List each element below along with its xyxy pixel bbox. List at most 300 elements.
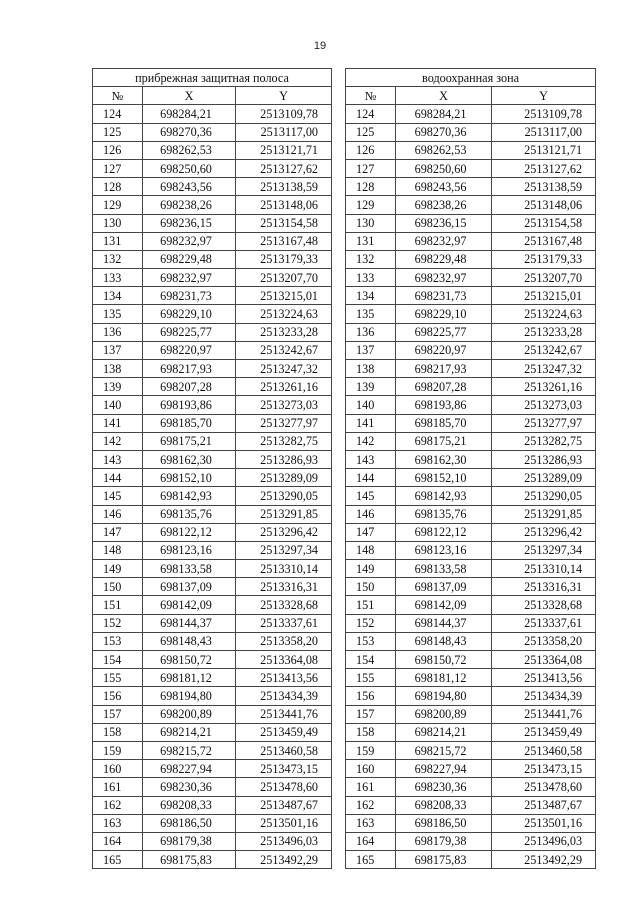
left-y-coordinate-cell: 2513127,62 — [236, 159, 332, 177]
column-header-y: Y — [492, 87, 596, 105]
right-point-number-cell: 161 — [346, 778, 396, 796]
left-x-coordinate-cell: 698230,36 — [143, 778, 236, 796]
column-header-number: № — [93, 87, 143, 105]
left-point-number-cell: 147 — [93, 523, 143, 541]
right-point-number-cell: 149 — [346, 560, 396, 578]
right-y-coordinate-cell: 2513296,42 — [492, 523, 596, 541]
table-row — [93, 814, 596, 832]
table-divider — [332, 141, 346, 159]
right-y-coordinate-cell: 2513337,61 — [492, 614, 596, 632]
right-x-coordinate-cell: 698179,38 — [396, 832, 492, 850]
left-y-coordinate-cell: 2513364,08 — [236, 651, 332, 669]
right-point-number-cell: 164 — [346, 832, 396, 850]
table-divider — [332, 178, 346, 196]
right-point-number-cell: 153 — [346, 632, 396, 650]
section-header-row — [93, 69, 596, 87]
table-row — [93, 505, 596, 523]
table-divider — [332, 269, 346, 287]
right-y-coordinate-cell: 2513261,16 — [492, 378, 596, 396]
left-point-number-cell: 156 — [93, 687, 143, 705]
left-point-number-cell: 149 — [93, 560, 143, 578]
right-y-coordinate-cell: 2513297,34 — [492, 541, 596, 559]
right-y-coordinate-cell: 2513282,75 — [492, 432, 596, 450]
left-y-coordinate-cell: 2513337,61 — [236, 614, 332, 632]
right-point-number-cell: 159 — [346, 741, 396, 759]
left-y-coordinate-cell: 2513215,01 — [236, 287, 332, 305]
left-point-number-cell: 151 — [93, 596, 143, 614]
table-row — [93, 614, 596, 632]
table-row — [93, 141, 596, 159]
table-divider — [332, 287, 346, 305]
table-divider — [332, 414, 346, 432]
table-row — [93, 669, 596, 687]
left-x-coordinate-cell: 698208,33 — [143, 796, 236, 814]
table-row — [93, 760, 596, 778]
right-point-number-cell: 137 — [346, 341, 396, 359]
left-y-coordinate-cell: 2513286,93 — [236, 450, 332, 468]
table-divider — [332, 250, 346, 268]
right-x-coordinate-cell: 698214,21 — [396, 723, 492, 741]
left-x-coordinate-cell: 698137,09 — [143, 578, 236, 596]
right-point-number-cell: 147 — [346, 523, 396, 541]
table-row — [93, 196, 596, 214]
right-y-coordinate-cell: 2513358,20 — [492, 632, 596, 650]
left-x-coordinate-cell: 698284,21 — [143, 105, 236, 123]
right-x-coordinate-cell: 698137,09 — [396, 578, 492, 596]
table-row — [93, 705, 596, 723]
left-y-coordinate-cell: 2513316,31 — [236, 578, 332, 596]
table-divider — [332, 596, 346, 614]
left-x-coordinate-cell: 698200,89 — [143, 705, 236, 723]
left-x-coordinate-cell: 698217,93 — [143, 360, 236, 378]
table-row — [93, 778, 596, 796]
left-y-coordinate-cell: 2513261,16 — [236, 378, 332, 396]
table-divider — [332, 614, 346, 632]
left-point-number-cell: 126 — [93, 141, 143, 159]
table-row — [93, 378, 596, 396]
table-divider — [332, 341, 346, 359]
right-x-coordinate-cell: 698225,77 — [396, 323, 492, 341]
right-y-coordinate-cell: 2513148,06 — [492, 196, 596, 214]
left-y-coordinate-cell: 2513296,42 — [236, 523, 332, 541]
left-x-coordinate-cell: 698181,12 — [143, 669, 236, 687]
left-x-coordinate-cell: 698227,94 — [143, 760, 236, 778]
right-y-coordinate-cell: 2513154,58 — [492, 214, 596, 232]
right-point-number-cell: 128 — [346, 178, 396, 196]
table-row — [93, 287, 596, 305]
left-point-number-cell: 128 — [93, 178, 143, 196]
right-point-number-cell: 155 — [346, 669, 396, 687]
right-y-coordinate-cell: 2513247,32 — [492, 360, 596, 378]
left-point-number-cell: 159 — [93, 741, 143, 759]
right-point-number-cell: 134 — [346, 287, 396, 305]
left-x-coordinate-cell: 698142,09 — [143, 596, 236, 614]
table-divider — [332, 196, 346, 214]
table-row — [93, 123, 596, 141]
right-y-coordinate-cell: 2513233,28 — [492, 323, 596, 341]
right-x-coordinate-cell: 698236,15 — [396, 214, 492, 232]
left-point-number-cell: 135 — [93, 305, 143, 323]
right-point-number-cell: 144 — [346, 469, 396, 487]
right-point-number-cell: 160 — [346, 760, 396, 778]
left-point-number-cell: 146 — [93, 505, 143, 523]
left-point-number-cell: 150 — [93, 578, 143, 596]
left-y-coordinate-cell: 2513233,28 — [236, 323, 332, 341]
table-row — [93, 105, 596, 123]
left-y-coordinate-cell: 2513492,29 — [236, 851, 332, 869]
left-point-number-cell: 142 — [93, 432, 143, 450]
table-row — [93, 651, 596, 669]
left-y-coordinate-cell: 2513460,58 — [236, 741, 332, 759]
table-row — [93, 414, 596, 432]
right-point-number-cell: 136 — [346, 323, 396, 341]
left-x-coordinate-cell: 698152,10 — [143, 469, 236, 487]
table-row — [93, 341, 596, 359]
table-row — [93, 305, 596, 323]
right-y-coordinate-cell: 2513413,56 — [492, 669, 596, 687]
table-row — [93, 487, 596, 505]
right-point-number-cell: 143 — [346, 450, 396, 468]
left-point-number-cell: 134 — [93, 287, 143, 305]
left-y-coordinate-cell: 2513138,59 — [236, 178, 332, 196]
column-header-x: X — [143, 87, 236, 105]
right-x-coordinate-cell: 698175,21 — [396, 432, 492, 450]
table-row — [93, 741, 596, 759]
left-x-coordinate-cell: 698123,16 — [143, 541, 236, 559]
left-x-coordinate-cell: 698175,21 — [143, 432, 236, 450]
left-y-coordinate-cell: 2513478,60 — [236, 778, 332, 796]
left-section-title: прибрежная защитная полоса — [93, 69, 332, 87]
right-x-coordinate-cell: 698217,93 — [396, 360, 492, 378]
left-x-coordinate-cell: 698148,43 — [143, 632, 236, 650]
left-point-number-cell: 140 — [93, 396, 143, 414]
left-x-coordinate-cell: 698207,28 — [143, 378, 236, 396]
left-x-coordinate-cell: 698229,48 — [143, 250, 236, 268]
right-x-coordinate-cell: 698162,30 — [396, 450, 492, 468]
table-divider — [332, 778, 346, 796]
table-divider — [332, 578, 346, 596]
right-x-coordinate-cell: 698133,58 — [396, 560, 492, 578]
left-point-number-cell: 131 — [93, 232, 143, 250]
left-y-coordinate-cell: 2513297,34 — [236, 541, 332, 559]
column-header-y: Y — [236, 87, 332, 105]
left-point-number-cell: 124 — [93, 105, 143, 123]
right-point-number-cell: 162 — [346, 796, 396, 814]
left-point-number-cell: 139 — [93, 378, 143, 396]
right-point-number-cell: 140 — [346, 396, 396, 414]
right-y-coordinate-cell: 2513478,60 — [492, 778, 596, 796]
left-x-coordinate-cell: 698232,97 — [143, 232, 236, 250]
table-row — [93, 450, 596, 468]
left-point-number-cell: 148 — [93, 541, 143, 559]
left-y-coordinate-cell: 2513179,33 — [236, 250, 332, 268]
left-x-coordinate-cell: 698133,58 — [143, 560, 236, 578]
left-point-number-cell: 165 — [93, 851, 143, 869]
table-row — [93, 832, 596, 850]
left-y-coordinate-cell: 2513117,00 — [236, 123, 332, 141]
table-row — [93, 578, 596, 596]
left-x-coordinate-cell: 698142,93 — [143, 487, 236, 505]
left-x-coordinate-cell: 698162,30 — [143, 450, 236, 468]
right-x-coordinate-cell: 698262,53 — [396, 141, 492, 159]
table-row — [93, 796, 596, 814]
right-x-coordinate-cell: 698144,37 — [396, 614, 492, 632]
right-point-number-cell: 156 — [346, 687, 396, 705]
right-x-coordinate-cell: 698142,93 — [396, 487, 492, 505]
right-x-coordinate-cell: 698284,21 — [396, 105, 492, 123]
right-y-coordinate-cell: 2513273,03 — [492, 396, 596, 414]
right-point-number-cell: 157 — [346, 705, 396, 723]
right-x-coordinate-cell: 698200,89 — [396, 705, 492, 723]
table-divider — [332, 523, 346, 541]
left-point-number-cell: 154 — [93, 651, 143, 669]
right-point-number-cell: 130 — [346, 214, 396, 232]
right-y-coordinate-cell: 2513138,59 — [492, 178, 596, 196]
left-point-number-cell: 158 — [93, 723, 143, 741]
right-y-coordinate-cell: 2513460,58 — [492, 741, 596, 759]
right-y-coordinate-cell: 2513291,85 — [492, 505, 596, 523]
right-point-number-cell: 135 — [346, 305, 396, 323]
left-y-coordinate-cell: 2513167,48 — [236, 232, 332, 250]
right-point-number-cell: 124 — [346, 105, 396, 123]
left-y-coordinate-cell: 2513290,05 — [236, 487, 332, 505]
left-point-number-cell: 145 — [93, 487, 143, 505]
left-y-coordinate-cell: 2513496,03 — [236, 832, 332, 850]
table-divider — [332, 651, 346, 669]
right-x-coordinate-cell: 698270,36 — [396, 123, 492, 141]
right-point-number-cell: 148 — [346, 541, 396, 559]
left-x-coordinate-cell: 698194,80 — [143, 687, 236, 705]
right-point-number-cell: 139 — [346, 378, 396, 396]
table-divider — [332, 432, 346, 450]
right-point-number-cell: 163 — [346, 814, 396, 832]
right-point-number-cell: 154 — [346, 651, 396, 669]
table-divider — [332, 214, 346, 232]
table-divider — [332, 541, 346, 559]
left-x-coordinate-cell: 698236,15 — [143, 214, 236, 232]
table-divider — [332, 796, 346, 814]
left-point-number-cell: 153 — [93, 632, 143, 650]
page-number: 19 — [313, 40, 327, 52]
left-point-number-cell: 152 — [93, 614, 143, 632]
left-y-coordinate-cell: 2513413,56 — [236, 669, 332, 687]
left-point-number-cell: 138 — [93, 360, 143, 378]
right-y-coordinate-cell: 2513459,49 — [492, 723, 596, 741]
left-x-coordinate-cell: 698238,26 — [143, 196, 236, 214]
right-y-coordinate-cell: 2513277,97 — [492, 414, 596, 432]
right-point-number-cell: 127 — [346, 159, 396, 177]
table-row — [93, 214, 596, 232]
left-x-coordinate-cell: 698220,97 — [143, 341, 236, 359]
table-divider — [332, 360, 346, 378]
table-row — [93, 632, 596, 650]
left-x-coordinate-cell: 698186,50 — [143, 814, 236, 832]
table-divider — [332, 723, 346, 741]
right-x-coordinate-cell: 698250,60 — [396, 159, 492, 177]
left-point-number-cell: 127 — [93, 159, 143, 177]
right-x-coordinate-cell: 698227,94 — [396, 760, 492, 778]
table-row — [93, 396, 596, 414]
column-header-x: X — [396, 87, 492, 105]
left-x-coordinate-cell: 698193,86 — [143, 396, 236, 414]
right-point-number-cell: 151 — [346, 596, 396, 614]
right-point-number-cell: 150 — [346, 578, 396, 596]
left-y-coordinate-cell: 2513291,85 — [236, 505, 332, 523]
right-y-coordinate-cell: 2513242,67 — [492, 341, 596, 359]
left-x-coordinate-cell: 698185,70 — [143, 414, 236, 432]
right-y-coordinate-cell: 2513364,08 — [492, 651, 596, 669]
right-section-title: водоохранная зона — [346, 69, 596, 87]
right-point-number-cell: 165 — [346, 851, 396, 869]
right-y-coordinate-cell: 2513167,48 — [492, 232, 596, 250]
left-point-number-cell: 133 — [93, 269, 143, 287]
table-divider — [332, 69, 346, 87]
left-point-number-cell: 161 — [93, 778, 143, 796]
table-divider — [332, 687, 346, 705]
table-divider — [332, 632, 346, 650]
right-y-coordinate-cell: 2513316,31 — [492, 578, 596, 596]
right-y-coordinate-cell: 2513492,29 — [492, 851, 596, 869]
right-x-coordinate-cell: 698150,72 — [396, 651, 492, 669]
right-point-number-cell: 129 — [346, 196, 396, 214]
table-row — [93, 178, 596, 196]
right-x-coordinate-cell: 698185,70 — [396, 414, 492, 432]
right-point-number-cell: 138 — [346, 360, 396, 378]
right-y-coordinate-cell: 2513310,14 — [492, 560, 596, 578]
left-point-number-cell: 164 — [93, 832, 143, 850]
right-x-coordinate-cell: 698207,28 — [396, 378, 492, 396]
left-x-coordinate-cell: 698250,60 — [143, 159, 236, 177]
table-divider — [332, 814, 346, 832]
left-y-coordinate-cell: 2513121,71 — [236, 141, 332, 159]
right-y-coordinate-cell: 2513473,15 — [492, 760, 596, 778]
left-y-coordinate-cell: 2513207,70 — [236, 269, 332, 287]
left-x-coordinate-cell: 698150,72 — [143, 651, 236, 669]
left-point-number-cell: 136 — [93, 323, 143, 341]
table-divider — [332, 305, 346, 323]
left-point-number-cell: 129 — [93, 196, 143, 214]
right-y-coordinate-cell: 2513179,33 — [492, 250, 596, 268]
right-x-coordinate-cell: 698232,97 — [396, 269, 492, 287]
right-point-number-cell: 142 — [346, 432, 396, 450]
right-y-coordinate-cell: 2513487,67 — [492, 796, 596, 814]
right-point-number-cell: 131 — [346, 232, 396, 250]
table-divider — [332, 560, 346, 578]
right-y-coordinate-cell: 2513434,39 — [492, 687, 596, 705]
table-divider — [332, 378, 346, 396]
right-point-number-cell: 152 — [346, 614, 396, 632]
right-x-coordinate-cell: 698238,26 — [396, 196, 492, 214]
left-y-coordinate-cell: 2513282,75 — [236, 432, 332, 450]
right-x-coordinate-cell: 698122,12 — [396, 523, 492, 541]
left-point-number-cell: 130 — [93, 214, 143, 232]
table-divider — [332, 669, 346, 687]
left-x-coordinate-cell: 698135,76 — [143, 505, 236, 523]
left-y-coordinate-cell: 2513473,15 — [236, 760, 332, 778]
left-y-coordinate-cell: 2513277,97 — [236, 414, 332, 432]
table-divider — [332, 469, 346, 487]
right-x-coordinate-cell: 698135,76 — [396, 505, 492, 523]
table-divider — [332, 760, 346, 778]
right-x-coordinate-cell: 698229,48 — [396, 250, 492, 268]
right-x-coordinate-cell: 698152,10 — [396, 469, 492, 487]
table-body — [93, 105, 596, 869]
right-x-coordinate-cell: 698123,16 — [396, 541, 492, 559]
right-y-coordinate-cell: 2513117,00 — [492, 123, 596, 141]
left-point-number-cell: 137 — [93, 341, 143, 359]
right-point-number-cell: 146 — [346, 505, 396, 523]
left-x-coordinate-cell: 698144,37 — [143, 614, 236, 632]
left-y-coordinate-cell: 2513289,09 — [236, 469, 332, 487]
right-x-coordinate-cell: 698194,80 — [396, 687, 492, 705]
table-row — [93, 469, 596, 487]
right-x-coordinate-cell: 698229,10 — [396, 305, 492, 323]
left-y-coordinate-cell: 2513328,68 — [236, 596, 332, 614]
right-x-coordinate-cell: 698232,97 — [396, 232, 492, 250]
left-x-coordinate-cell: 698229,10 — [143, 305, 236, 323]
right-x-coordinate-cell: 698231,73 — [396, 287, 492, 305]
table-divider — [332, 87, 346, 105]
right-point-number-cell: 132 — [346, 250, 396, 268]
right-point-number-cell: 133 — [346, 269, 396, 287]
right-x-coordinate-cell: 698181,12 — [396, 669, 492, 687]
left-x-coordinate-cell: 698122,12 — [143, 523, 236, 541]
left-y-coordinate-cell: 2513247,32 — [236, 360, 332, 378]
table-row — [93, 523, 596, 541]
left-y-coordinate-cell: 2513242,67 — [236, 341, 332, 359]
column-header-number: № — [346, 87, 396, 105]
left-x-coordinate-cell: 698215,72 — [143, 741, 236, 759]
right-point-number-cell: 126 — [346, 141, 396, 159]
left-x-coordinate-cell: 698232,97 — [143, 269, 236, 287]
right-x-coordinate-cell: 698220,97 — [396, 341, 492, 359]
right-y-coordinate-cell: 2513501,16 — [492, 814, 596, 832]
table-row — [93, 232, 596, 250]
column-header-row — [93, 87, 596, 105]
right-y-coordinate-cell: 2513121,71 — [492, 141, 596, 159]
table-divider — [332, 105, 346, 123]
left-point-number-cell: 144 — [93, 469, 143, 487]
table-row — [93, 851, 596, 869]
right-point-number-cell: 125 — [346, 123, 396, 141]
table-divider — [332, 505, 346, 523]
right-x-coordinate-cell: 698186,50 — [396, 814, 492, 832]
left-y-coordinate-cell: 2513501,16 — [236, 814, 332, 832]
left-point-number-cell: 157 — [93, 705, 143, 723]
left-point-number-cell: 141 — [93, 414, 143, 432]
left-y-coordinate-cell: 2513310,14 — [236, 560, 332, 578]
table-row — [93, 432, 596, 450]
right-point-number-cell: 141 — [346, 414, 396, 432]
left-x-coordinate-cell: 698262,53 — [143, 141, 236, 159]
left-y-coordinate-cell: 2513109,78 — [236, 105, 332, 123]
left-y-coordinate-cell: 2513441,76 — [236, 705, 332, 723]
table-row — [93, 250, 596, 268]
table-row — [93, 360, 596, 378]
table-row — [93, 159, 596, 177]
left-y-coordinate-cell: 2513459,49 — [236, 723, 332, 741]
table-row — [93, 269, 596, 287]
left-x-coordinate-cell: 698214,21 — [143, 723, 236, 741]
right-x-coordinate-cell: 698215,72 — [396, 741, 492, 759]
right-point-number-cell: 145 — [346, 487, 396, 505]
table-divider — [332, 487, 346, 505]
table-divider — [332, 851, 346, 869]
right-y-coordinate-cell: 2513441,76 — [492, 705, 596, 723]
left-y-coordinate-cell: 2513487,67 — [236, 796, 332, 814]
right-y-coordinate-cell: 2513328,68 — [492, 596, 596, 614]
table-divider — [332, 396, 346, 414]
